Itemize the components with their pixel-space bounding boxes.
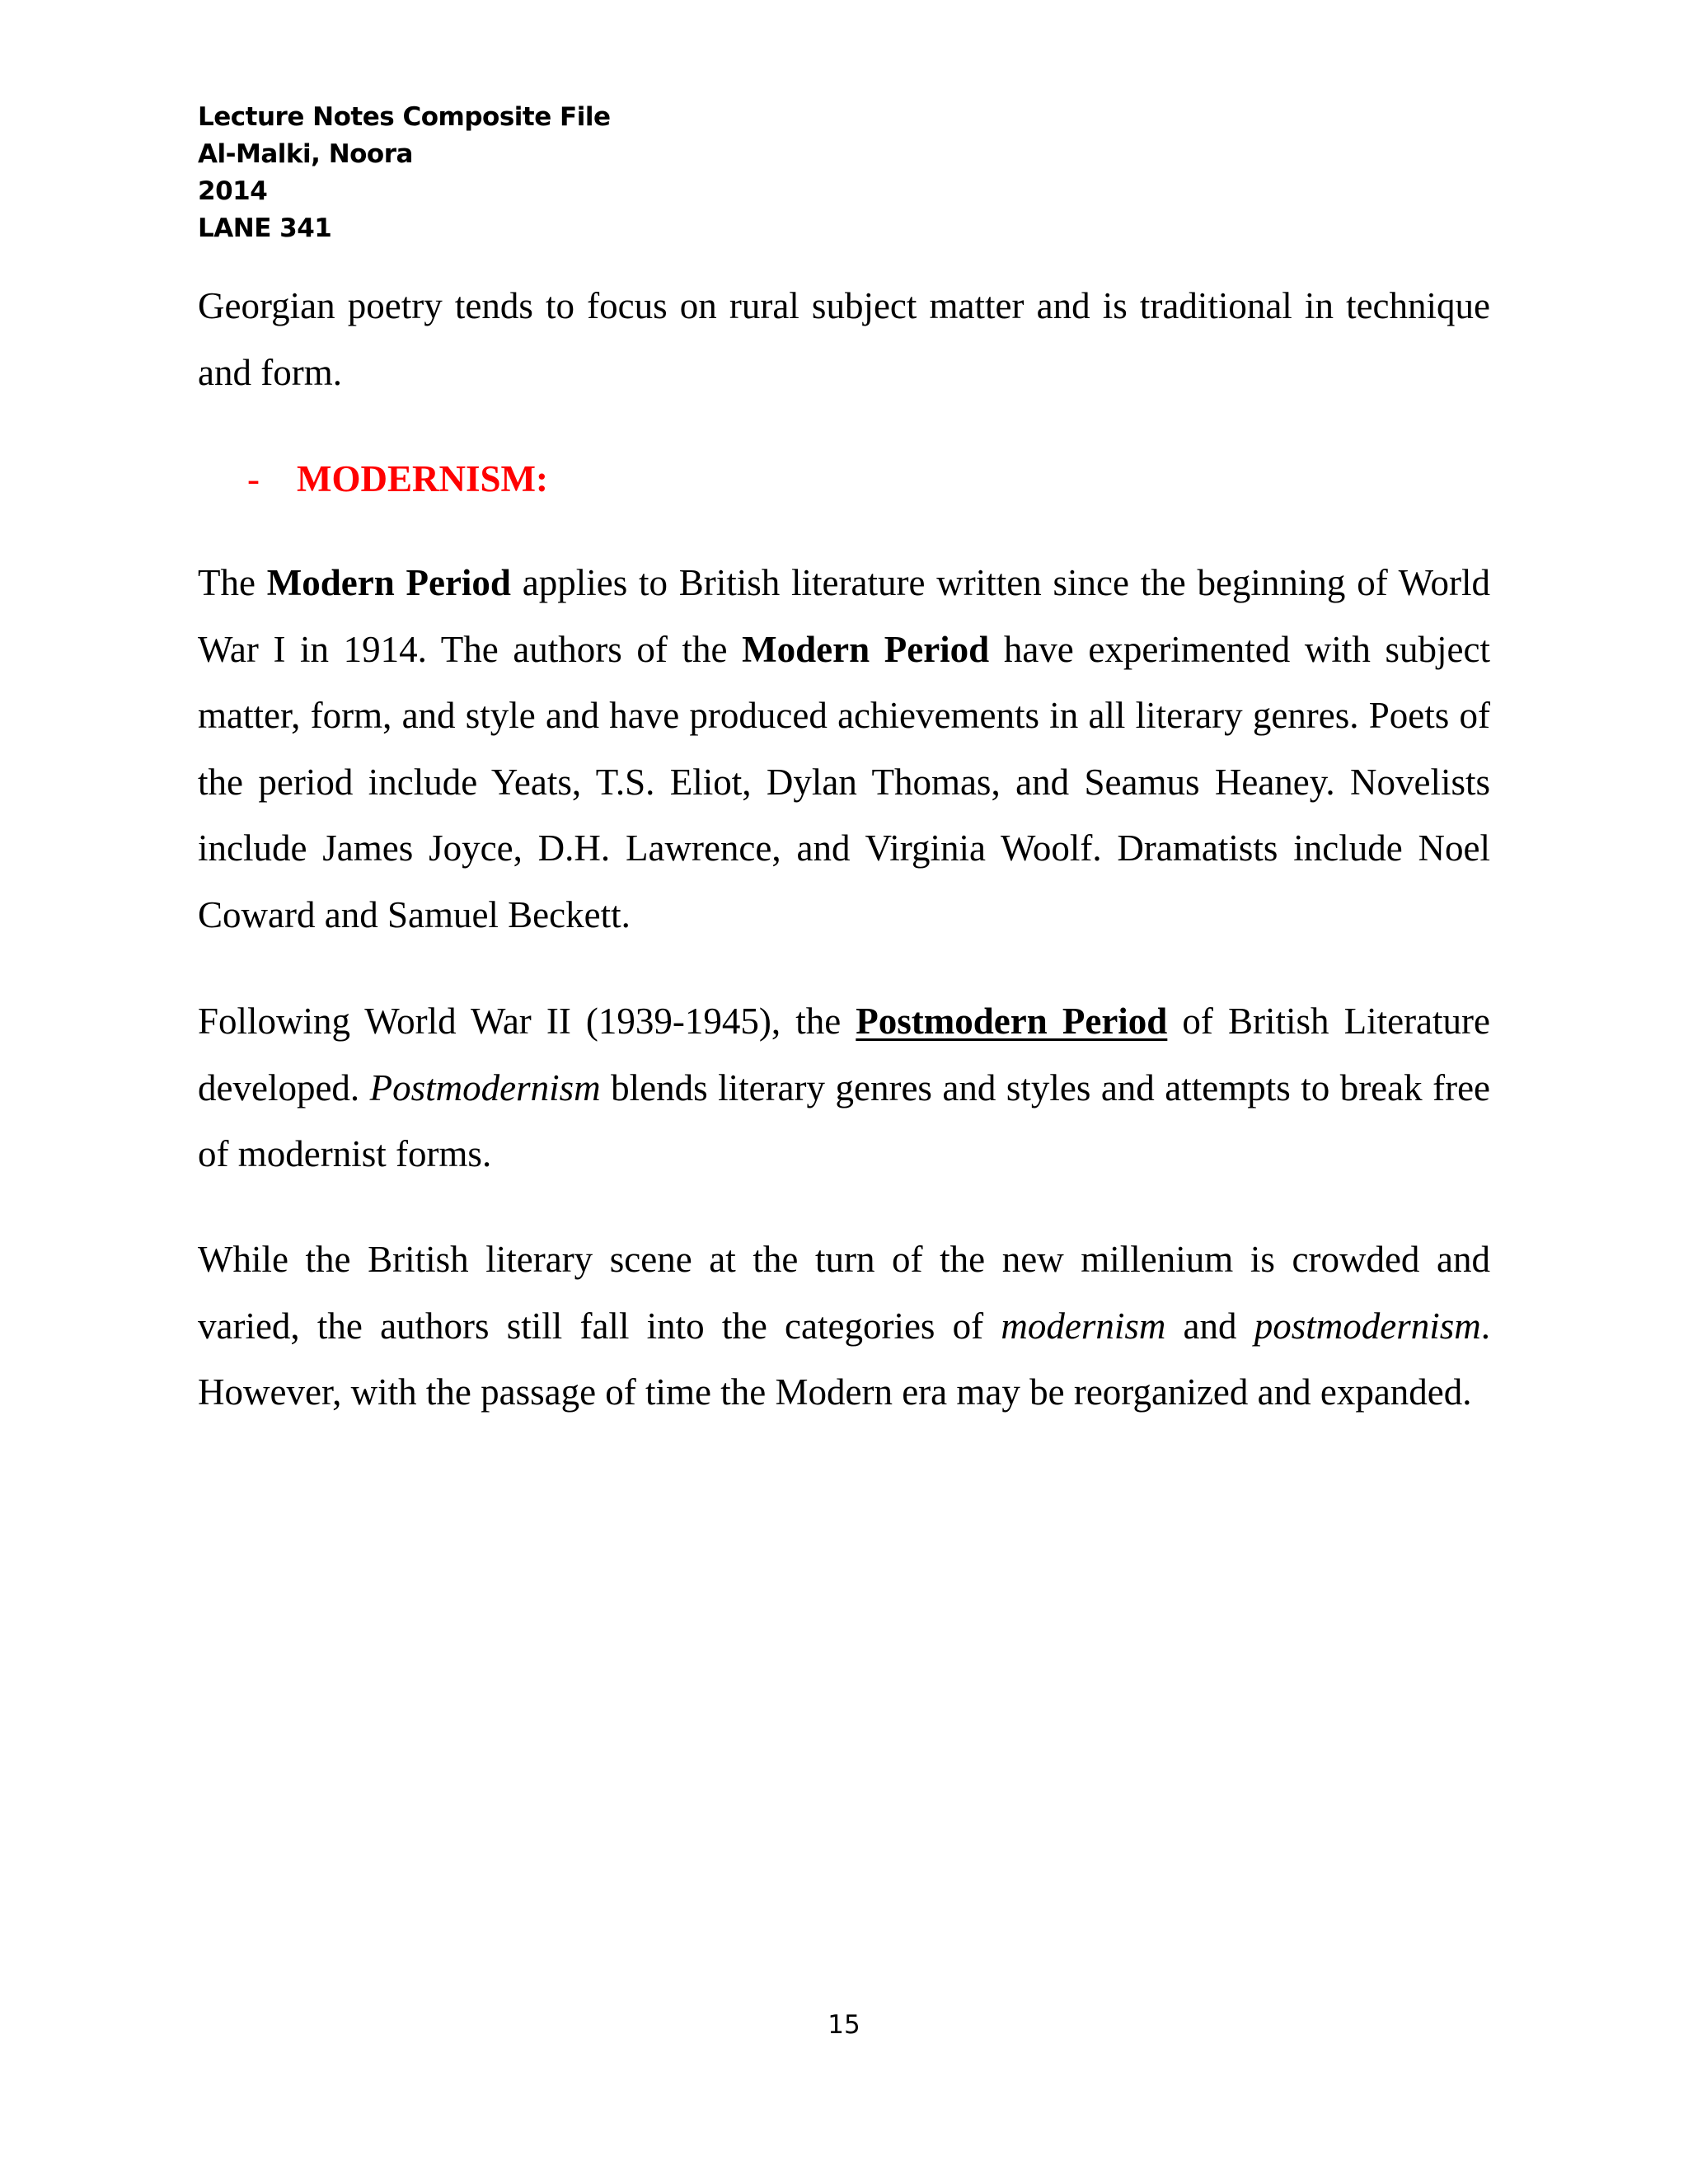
text-run: Following World War II (1939-1945), the	[198, 1001, 856, 1042]
italic-term-postmodernism: Postmodernism	[369, 1066, 601, 1108]
text-run: applies to British literature written since the beginning of World War I in 1914. The authors of the	[198, 562, 1491, 670]
header-course: LANE 341	[198, 213, 332, 243]
header-author: Al-Malki, Noora	[198, 139, 413, 169]
italic-term-postmodernism: postmodernism	[1254, 1305, 1481, 1347]
text-run: . However, with the passage of time the Modern era may be reorganized and expanded.	[198, 1305, 1490, 1413]
text-run: blends literary genres and styles and attempts to break free of modernist forms.	[198, 1066, 1491, 1174]
page-number: 15	[828, 2010, 860, 2040]
paragraph-literary-scene	[198, 1226, 1490, 1426]
heading-bullet: -	[247, 458, 260, 499]
bold-term-modern-period: Modern Period	[742, 628, 990, 670]
paragraph-georgian-poetry: Georgian poetry tends to focus on rural subject matter and is traditional in technique and form.	[198, 285, 1490, 393]
document-header	[198, 99, 610, 247]
header-year: 2014	[198, 176, 268, 206]
section-heading	[198, 450, 548, 508]
bold-term-modern-period: Modern Period	[266, 562, 511, 603]
text-run: and	[1165, 1305, 1254, 1347]
underlined-term-postmodern-period: Postmodern Period	[856, 1001, 1168, 1042]
heading-text: MODERNISM:	[297, 458, 548, 499]
italic-term-modernism: modernism	[1001, 1305, 1166, 1347]
text-run: have experimented with subject matter, form, and style and have produced achievements in all literary genres. Poets of the period include Yeats, T.S. Eliot, Dylan Thomas, and Seamus Heaney. Novelists include James Joyce, D.H. Lawrence, and Virginia Woolf. Dramatists include Noel Coward and Samuel Beckett.	[198, 628, 1490, 935]
paragraph-postmodern-period	[198, 988, 1490, 1188]
text-run: of British Literature developed.	[198, 1001, 1490, 1108]
text-run: While the British literary scene at the turn of the new millenium is crowded and varied, the authors still fall into the categories of	[198, 1239, 1490, 1347]
text-run: The	[198, 562, 267, 603]
paragraph-modern-period	[198, 550, 1490, 948]
header-title: Lecture Notes Composite File	[198, 102, 611, 132]
